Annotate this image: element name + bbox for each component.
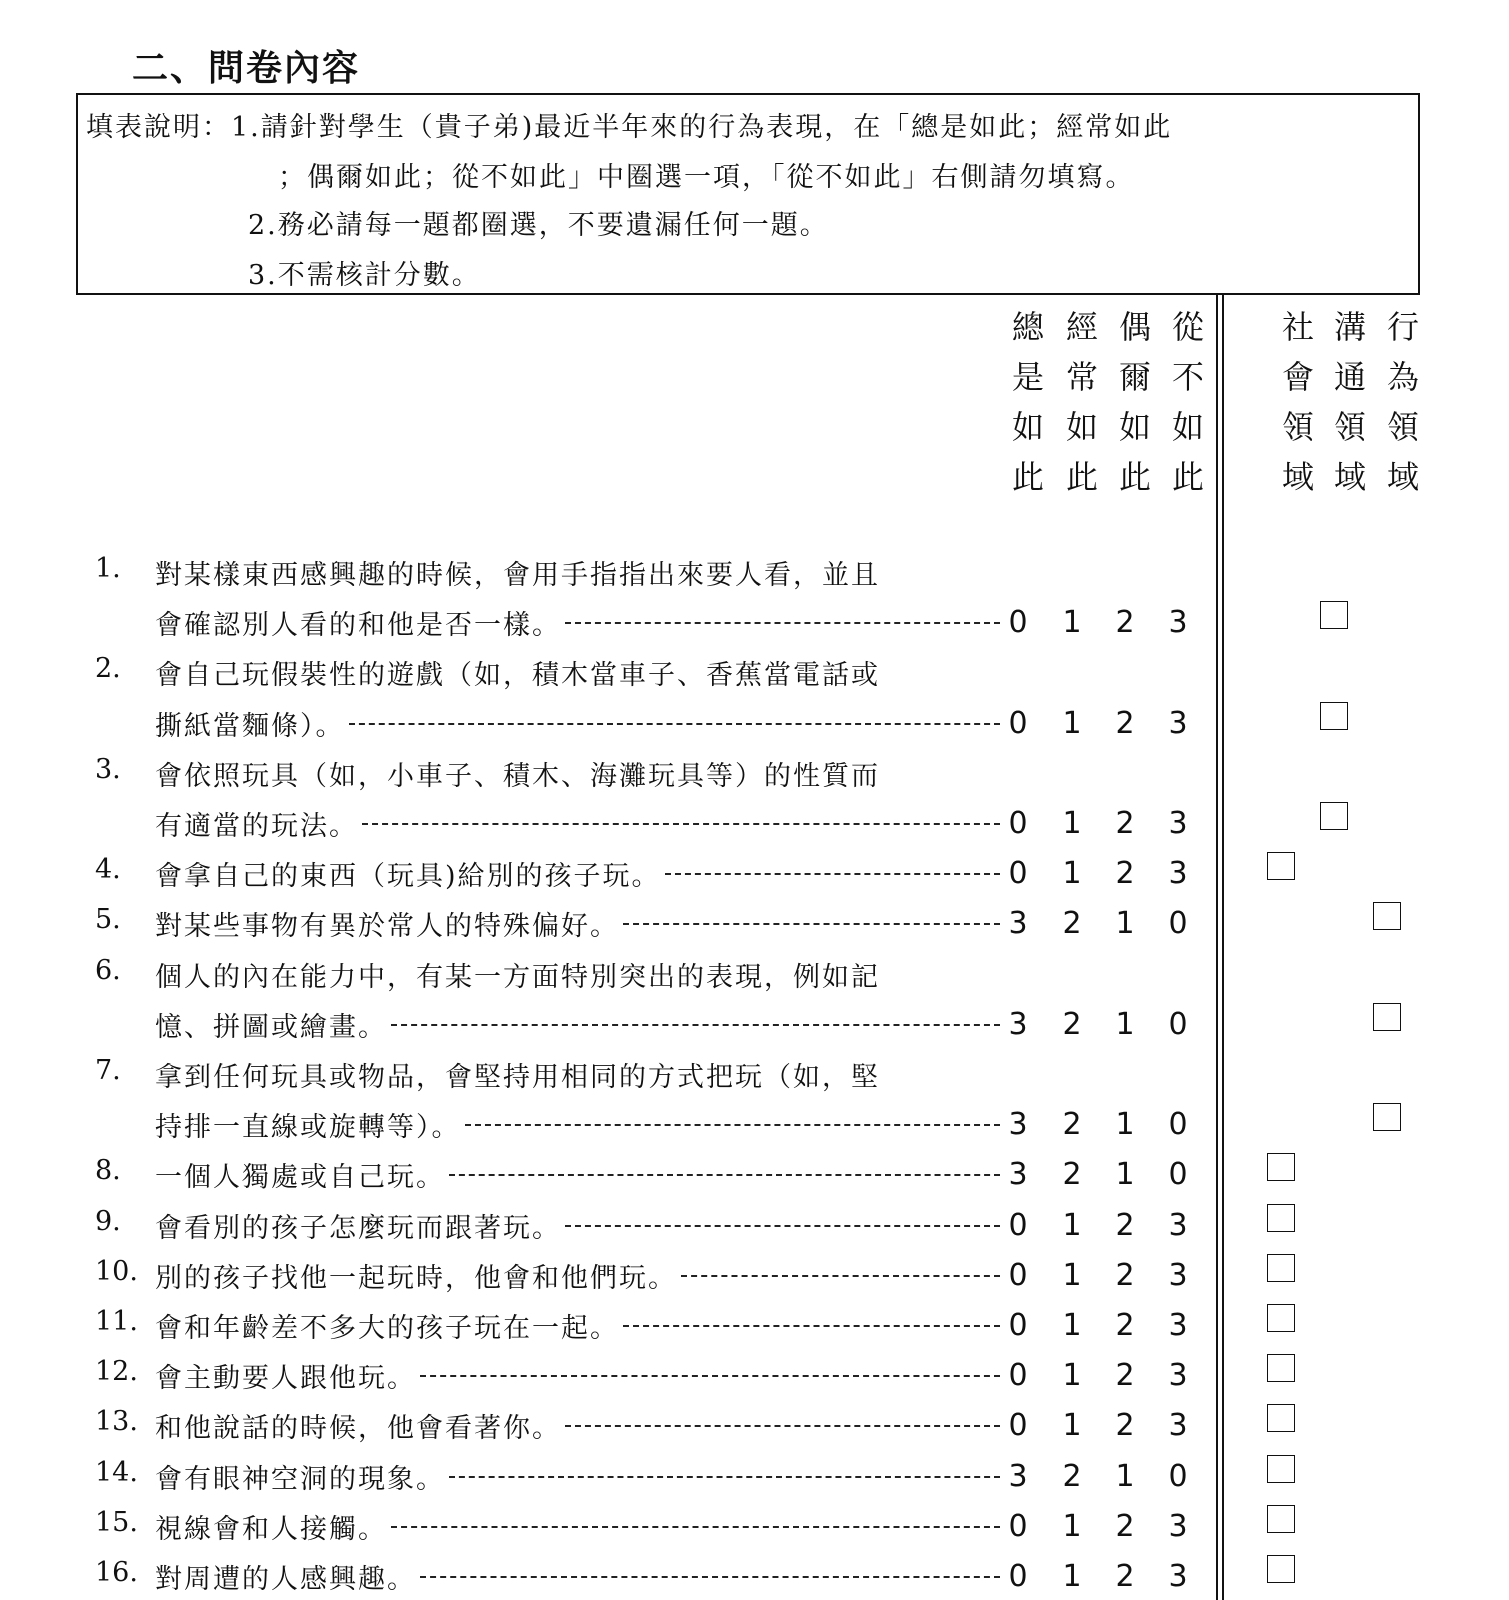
score-option[interactable]: 2 bbox=[1062, 1107, 1082, 1143]
instruction-line-2: ；偶爾如此；從不如此」中圈選一項，「從不如此」右側請勿填寫。 bbox=[278, 162, 1135, 193]
question-text: 和他說話的時候，他會看著你。 bbox=[155, 1413, 561, 1445]
question-text: 會有眼神空洞的現象。 bbox=[155, 1463, 445, 1495]
score-option[interactable]: 3 bbox=[1008, 1157, 1028, 1193]
score-option[interactable]: 2 bbox=[1115, 1308, 1135, 1343]
score-option[interactable]: 2 bbox=[1115, 705, 1135, 741]
score-option[interactable]: 3 bbox=[1168, 1358, 1188, 1394]
header-never: 從不如此 bbox=[1171, 308, 1204, 496]
domain-checkbox[interactable] bbox=[1267, 1204, 1295, 1232]
domain-checkbox[interactable] bbox=[1320, 802, 1348, 830]
score-option[interactable]: 1 bbox=[1062, 1358, 1082, 1394]
instruction-line-3: 2.務必請每一題都圈選，不要遺漏任何一題。 bbox=[248, 210, 829, 241]
score-option[interactable]: 3 bbox=[1168, 1559, 1188, 1594]
score-option[interactable]: 3 bbox=[1168, 1408, 1188, 1444]
domain-checkbox[interactable] bbox=[1320, 601, 1348, 629]
domain-checkbox[interactable] bbox=[1267, 1354, 1295, 1382]
question-text: 會和年齡差不多大的孩子玩在一起。 bbox=[155, 1313, 619, 1344]
leader-dashes bbox=[420, 1375, 1000, 1377]
score-option[interactable]: 1 bbox=[1062, 1559, 1082, 1594]
score-option[interactable]: 0 bbox=[1008, 1207, 1028, 1243]
score-option[interactable]: 3 bbox=[1008, 1107, 1028, 1143]
score-option[interactable]: 3 bbox=[1168, 856, 1188, 892]
question-text: 會依照玩具（如，小車子、積木、海灘玩具等）的性質而 bbox=[155, 760, 880, 792]
question-text: 視線會和人接觸。 bbox=[155, 1513, 387, 1545]
leader-dashes bbox=[349, 723, 1001, 725]
score-option[interactable]: 0 bbox=[1008, 1358, 1028, 1394]
leader-dashes bbox=[665, 873, 1000, 875]
question-text: 會自己玩假裝性的遊戲（如，積木當車子、香蕉當電話或 bbox=[155, 660, 880, 692]
score-option[interactable]: 0 bbox=[1008, 1308, 1028, 1343]
question-number: 3. bbox=[95, 753, 121, 785]
leader-dashes bbox=[362, 823, 1000, 825]
score-option[interactable]: 0 bbox=[1008, 1508, 1028, 1544]
question-text: 憶、拼圖或繪畫。 bbox=[155, 1011, 387, 1043]
score-option[interactable]: 1 bbox=[1062, 1508, 1082, 1544]
score-option[interactable]: 1 bbox=[1115, 1107, 1135, 1143]
score-option[interactable]: 1 bbox=[1062, 806, 1082, 841]
score-option[interactable]: 0 bbox=[1168, 1006, 1188, 1042]
score-option[interactable]: 0 bbox=[1008, 1559, 1028, 1594]
question-number: 16. bbox=[95, 1557, 138, 1588]
leader-dashes bbox=[391, 1024, 1000, 1026]
score-option[interactable]: 0 bbox=[1008, 1257, 1028, 1293]
section-title: 二、問卷內容 bbox=[132, 48, 361, 89]
question-number: 4. bbox=[95, 854, 121, 886]
score-option[interactable]: 2 bbox=[1115, 856, 1135, 892]
score-option[interactable]: 1 bbox=[1115, 1458, 1135, 1494]
instruction-box bbox=[76, 93, 1420, 295]
score-option[interactable]: 1 bbox=[1062, 1308, 1082, 1343]
domain-checkbox[interactable] bbox=[1373, 1103, 1401, 1131]
question-number: 14. bbox=[95, 1456, 138, 1488]
question-number: 5. bbox=[95, 904, 121, 936]
score-option[interactable]: 2 bbox=[1062, 1006, 1082, 1042]
score-option[interactable]: 2 bbox=[1062, 1458, 1082, 1494]
question-text: 會確認別人看的和他是否一樣。 bbox=[155, 610, 561, 642]
header-always: 總是如此 bbox=[1011, 308, 1044, 496]
score-option[interactable]: 0 bbox=[1168, 1458, 1188, 1494]
score-option[interactable]: 1 bbox=[1062, 1408, 1082, 1444]
question-text: 有適當的玩法。 bbox=[155, 811, 358, 842]
score-option[interactable]: 1 bbox=[1062, 705, 1082, 741]
question-text: 持排一直線或旋轉等）。 bbox=[155, 1112, 461, 1144]
leader-dashes bbox=[465, 1124, 1001, 1126]
question-number: 12. bbox=[95, 1356, 138, 1388]
score-option[interactable]: 3 bbox=[1168, 1257, 1188, 1293]
score-option[interactable]: 3 bbox=[1168, 806, 1188, 841]
question-text: 別的孩子找他一起玩時，他會和他們玩。 bbox=[155, 1262, 677, 1294]
question-text: 個人的內在能力中，有某一方面特別突出的表現，例如記 bbox=[155, 961, 880, 993]
score-option[interactable]: 1 bbox=[1062, 856, 1082, 892]
column-divider-left bbox=[1216, 295, 1218, 1600]
header-behavior-domain: 行為領域 bbox=[1386, 308, 1419, 496]
question-text: 撕紙當麵條）。 bbox=[155, 710, 345, 742]
score-option[interactable]: 2 bbox=[1115, 1408, 1135, 1444]
question-text: 拿到任何玩具或物品，會堅持用相同的方式把玩（如，堅 bbox=[155, 1062, 880, 1093]
domain-checkbox[interactable] bbox=[1373, 1003, 1401, 1031]
score-option[interactable]: 2 bbox=[1115, 806, 1135, 841]
score-option[interactable]: 2 bbox=[1062, 1157, 1082, 1193]
score-option[interactable]: 1 bbox=[1115, 1006, 1135, 1042]
leader-dashes bbox=[565, 1225, 1000, 1227]
leader-dashes bbox=[565, 622, 1000, 624]
domain-checkbox[interactable] bbox=[1267, 1153, 1295, 1181]
domain-checkbox[interactable] bbox=[1373, 902, 1401, 930]
question-text: 對周遭的人感興趣。 bbox=[155, 1564, 416, 1595]
leader-dashes bbox=[449, 1174, 1000, 1176]
domain-checkbox[interactable] bbox=[1267, 1505, 1295, 1533]
score-option[interactable]: 2 bbox=[1062, 906, 1082, 942]
question-number: 13. bbox=[95, 1406, 138, 1438]
score-option[interactable]: 2 bbox=[1115, 1358, 1135, 1394]
question-number: 8. bbox=[95, 1155, 121, 1187]
domain-checkbox[interactable] bbox=[1267, 852, 1295, 880]
score-option[interactable]: 2 bbox=[1115, 1559, 1135, 1594]
question-number: 9. bbox=[95, 1205, 121, 1237]
header-communication-domain: 溝通領域 bbox=[1333, 308, 1366, 496]
leader-dashes bbox=[681, 1275, 1000, 1277]
score-option[interactable]: 3 bbox=[1168, 605, 1188, 641]
score-option[interactable]: 1 bbox=[1062, 1207, 1082, 1243]
domain-checkbox[interactable] bbox=[1267, 1404, 1295, 1432]
question-text: 會主動要人跟他玩。 bbox=[155, 1363, 416, 1395]
score-option[interactable]: 2 bbox=[1115, 605, 1135, 641]
score-option[interactable]: 0 bbox=[1168, 906, 1188, 942]
score-option[interactable]: 0 bbox=[1008, 705, 1028, 741]
domain-checkbox[interactable] bbox=[1267, 1254, 1295, 1282]
score-option[interactable]: 2 bbox=[1115, 1508, 1135, 1544]
question-text: 會拿自己的東西（玩具)給別的孩子玩。 bbox=[155, 861, 661, 893]
question-number: 1. bbox=[95, 553, 121, 584]
score-option[interactable]: 2 bbox=[1115, 1257, 1135, 1293]
score-option[interactable]: 1 bbox=[1062, 1257, 1082, 1293]
header-often: 經常如此 bbox=[1065, 308, 1098, 496]
leader-dashes bbox=[391, 1526, 1000, 1528]
score-option[interactable]: 0 bbox=[1008, 806, 1028, 841]
score-option[interactable]: 0 bbox=[1008, 605, 1028, 641]
column-divider-right bbox=[1222, 295, 1224, 1600]
score-option[interactable]: 0 bbox=[1168, 1107, 1188, 1143]
score-option[interactable]: 1 bbox=[1062, 605, 1082, 641]
question-text: 一個人獨處或自己玩。 bbox=[155, 1162, 445, 1194]
score-option[interactable]: 3 bbox=[1168, 1308, 1188, 1343]
domain-checkbox[interactable] bbox=[1267, 1455, 1295, 1483]
leader-dashes bbox=[623, 1325, 1000, 1327]
header-sometimes: 偶爾如此 bbox=[1118, 308, 1151, 496]
score-option[interactable]: 1 bbox=[1115, 906, 1135, 942]
score-option[interactable]: 3 bbox=[1008, 1006, 1028, 1042]
score-option[interactable]: 0 bbox=[1008, 1408, 1028, 1444]
question-number: 15. bbox=[95, 1506, 138, 1538]
question-text: 會看別的孩子怎麼玩而跟著玩。 bbox=[155, 1212, 561, 1244]
leader-dashes bbox=[623, 923, 1000, 925]
score-option[interactable]: 0 bbox=[1008, 856, 1028, 892]
header-social-domain: 社會領域 bbox=[1281, 308, 1314, 496]
score-option[interactable]: 3 bbox=[1008, 906, 1028, 942]
leader-dashes bbox=[565, 1425, 1000, 1427]
score-option[interactable]: 2 bbox=[1115, 1207, 1135, 1243]
score-option[interactable]: 1 bbox=[1115, 1157, 1135, 1193]
question-number: 10. bbox=[95, 1255, 138, 1287]
leader-dashes bbox=[449, 1476, 1000, 1478]
question-number: 11. bbox=[95, 1306, 138, 1337]
instruction-line-4: 3.不需核計分數。 bbox=[248, 260, 481, 291]
question-number: 7. bbox=[95, 1055, 121, 1086]
question-text: 對某樣東西感興趣的時候，會用手指指出來要人看，並且 bbox=[155, 560, 880, 591]
domain-checkbox[interactable] bbox=[1267, 1304, 1295, 1332]
score-option[interactable]: 3 bbox=[1168, 1207, 1188, 1243]
question-number: 2. bbox=[95, 653, 121, 685]
question-text: 對某些事物有異於常人的特殊偏好。 bbox=[155, 911, 619, 943]
score-option[interactable]: 3 bbox=[1008, 1458, 1028, 1494]
domain-checkbox[interactable] bbox=[1320, 702, 1348, 730]
leader-dashes bbox=[420, 1576, 1000, 1578]
domain-checkbox[interactable] bbox=[1267, 1555, 1295, 1583]
instruction-line-1: 填表說明：1.請針對學生（貴子弟)最近半年來的行為表現，在「總是如此；經常如此 bbox=[86, 112, 1173, 143]
score-option[interactable]: 0 bbox=[1168, 1157, 1188, 1193]
score-option[interactable]: 3 bbox=[1168, 1508, 1188, 1544]
score-option[interactable]: 3 bbox=[1168, 705, 1188, 741]
question-number: 6. bbox=[95, 954, 121, 986]
